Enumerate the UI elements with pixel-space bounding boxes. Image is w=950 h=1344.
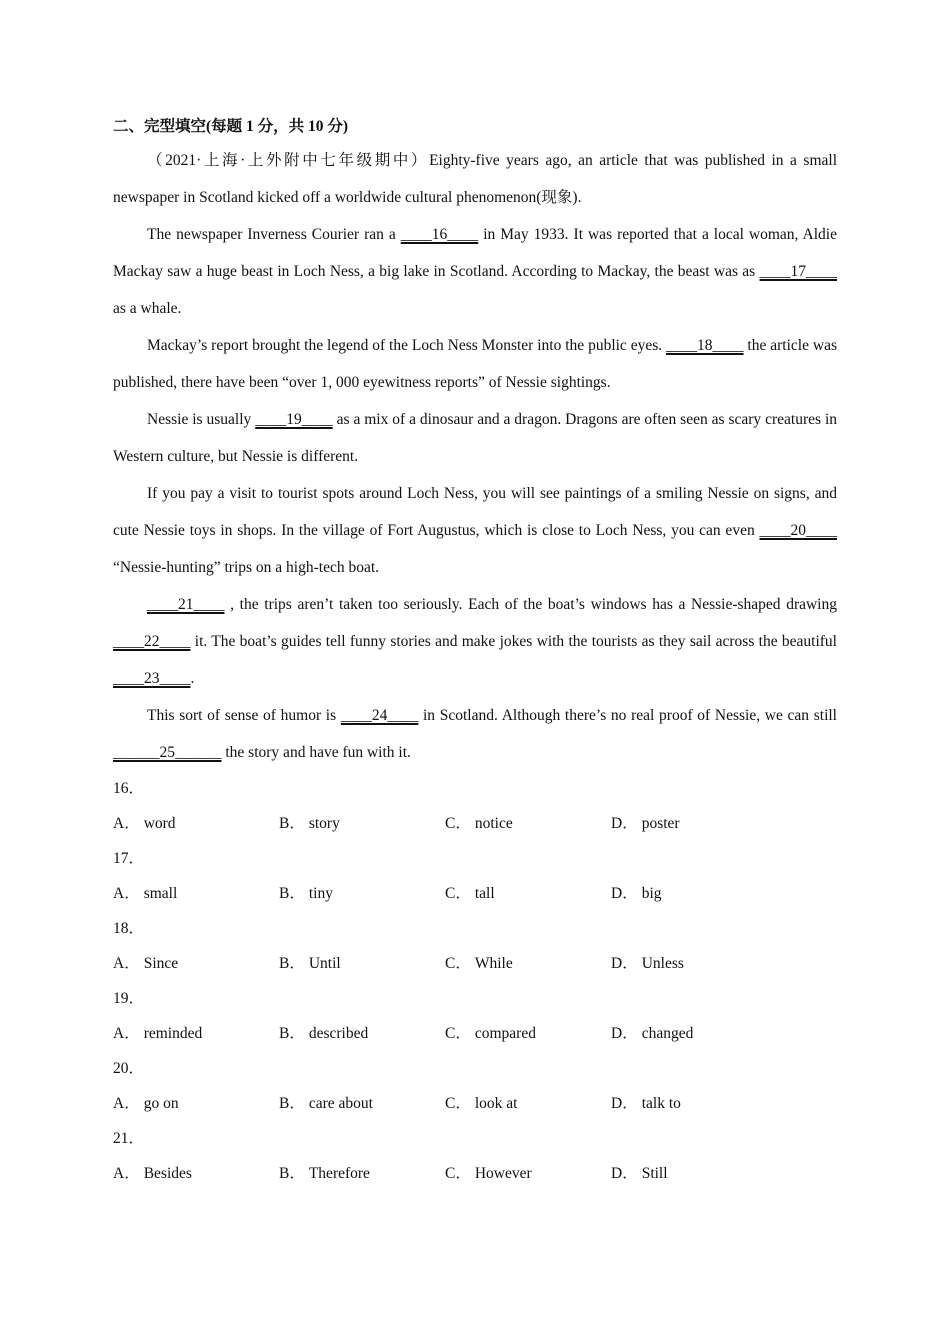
blank-17: ____17____ <box>759 263 837 280</box>
question-19 <box>113 981 837 1051</box>
blank-19: ____19____ <box>255 411 333 428</box>
paragraph-6 <box>113 586 837 697</box>
option-row <box>113 1156 837 1191</box>
option-b <box>279 1156 445 1191</box>
paragraph-1-text: Eighty-five years ago, an article that was published in a small newspaper in Scotland kicked off a worldwide cultural phenomenon(现象). <box>113 152 837 206</box>
option-text: reminded <box>143 1025 203 1042</box>
option-letter: D． <box>611 955 638 972</box>
option-a <box>113 946 279 981</box>
option-letter: B． <box>279 885 305 902</box>
option-c <box>445 1156 611 1191</box>
option-b <box>279 1016 445 1051</box>
option-letter: D． <box>611 1095 638 1112</box>
paragraph-5-text-before: If you pay a visit to tourist spots around Loch Ness, you will see paintings of a smiling Nessie on signs, and cute Nessie toys in shops. In the village of Fort Augustus, which is close to Loch Ness, you can even <box>113 485 837 539</box>
paragraph-6-text-middle-2: it. The boat’s guides tell funny stories and make jokes with the tourists as they sail across the beautiful <box>190 633 837 650</box>
blank-23: ____23____ <box>113 670 191 687</box>
option-d <box>611 1016 777 1051</box>
source-citation: （2021·上海·上外附中七年级期中） <box>147 152 430 169</box>
option-d <box>611 946 777 981</box>
option-letter: D． <box>611 885 638 902</box>
option-c <box>445 1086 611 1121</box>
option-a <box>113 1156 279 1191</box>
option-row <box>113 946 837 981</box>
option-letter: C． <box>445 1095 471 1112</box>
option-letter: C． <box>445 1025 471 1042</box>
paragraph-7-text-middle: in Scotland. Although there’s no real proof of Nessie, we can still <box>418 707 837 724</box>
question-number: 21． <box>113 1130 145 1147</box>
option-text: changed <box>641 1025 694 1042</box>
option-letter: B． <box>279 955 305 972</box>
option-text: tall <box>474 885 495 902</box>
option-letter: C． <box>445 885 471 902</box>
paragraph-2 <box>113 216 837 327</box>
section-heading: 二、完型填空(每题 1 分，共 10 分) <box>113 118 349 135</box>
option-row <box>113 1016 837 1051</box>
blank-20: ____20____ <box>759 522 837 539</box>
paragraph-4-text-after: as a mix of a dinosaur and a dragon. Dragons are often seen as scary creatures in Western culture, but Nessie is different. <box>113 411 838 465</box>
option-d <box>611 806 777 841</box>
paragraph-4-text-before: Nessie is usually <box>147 411 256 428</box>
option-row <box>113 876 837 911</box>
question-number: 19． <box>113 990 145 1007</box>
option-row <box>113 1086 837 1121</box>
paragraph-7-text-before: This sort of sense of humor is <box>147 707 341 724</box>
paragraph-6-text-middle: , the trips aren’t taken too seriously. Each of the boat’s windows has a Nessie-shaped drawing <box>224 596 837 613</box>
option-text: compared <box>474 1025 536 1042</box>
option-letter: C． <box>445 815 471 832</box>
option-letter: A． <box>113 1025 140 1042</box>
option-c <box>445 806 611 841</box>
option-letter: B． <box>279 815 305 832</box>
option-text: tiny <box>308 885 333 902</box>
option-d <box>611 1086 777 1121</box>
question-20 <box>113 1051 837 1121</box>
paragraph-5 <box>113 475 837 586</box>
option-a <box>113 1086 279 1121</box>
blank-25: ______25______ <box>113 744 222 761</box>
question-number: 18． <box>113 920 145 937</box>
paragraph-3 <box>113 327 837 401</box>
question-number: 17． <box>113 850 145 867</box>
blank-24: ____24____ <box>340 707 419 724</box>
option-text: Therefore <box>308 1165 370 1182</box>
option-text: poster <box>641 815 680 832</box>
option-c <box>445 876 611 911</box>
option-b <box>279 946 445 981</box>
option-text: talk to <box>641 1095 681 1112</box>
paragraph-5-text-after: “Nessie-hunting” trips on a high-tech boat. <box>113 559 380 576</box>
option-text: Besides <box>143 1165 192 1182</box>
question-list <box>113 771 837 1191</box>
option-text: care about <box>308 1095 373 1112</box>
paragraph-3-text-before: Mackay’s report brought the legend of the Loch Ness Monster into the public eyes. <box>147 337 667 354</box>
document-content <box>113 112 837 1191</box>
question-number: 20． <box>113 1060 145 1077</box>
blank-22: ____22____ <box>113 633 191 650</box>
option-letter: B． <box>279 1095 305 1112</box>
option-letter: C． <box>445 1165 471 1182</box>
option-text: Since <box>143 955 179 972</box>
blank-16: ____16____ <box>400 226 479 243</box>
option-text: Unless <box>641 955 684 972</box>
question-21 <box>113 1121 837 1191</box>
question-17 <box>113 841 837 911</box>
option-a <box>113 1016 279 1051</box>
option-text: small <box>143 885 178 902</box>
option-letter: D． <box>611 815 638 832</box>
option-row <box>113 806 837 841</box>
paragraph-7 <box>113 697 837 771</box>
option-letter: D． <box>611 1025 638 1042</box>
option-b <box>279 806 445 841</box>
option-letter: A． <box>113 1095 140 1112</box>
option-letter: B． <box>279 1025 305 1042</box>
option-text: go on <box>143 1095 179 1112</box>
option-c <box>445 1016 611 1051</box>
option-letter: A． <box>113 955 140 972</box>
option-letter: A． <box>113 815 140 832</box>
blank-18: ____18____ <box>666 337 744 354</box>
paragraph-7-text-after: the story and have fun with it. <box>221 744 411 761</box>
question-18 <box>113 911 837 981</box>
option-a <box>113 876 279 911</box>
option-a <box>113 806 279 841</box>
option-text: Still <box>641 1165 668 1182</box>
option-c <box>445 946 611 981</box>
option-text: While <box>474 955 513 972</box>
paragraph-2-text-before: The newspaper Inverness Courier ran a <box>147 226 401 243</box>
option-letter: B． <box>279 1165 305 1182</box>
paragraph-2-text-after: as a whale. <box>113 300 182 317</box>
question-number: 16． <box>113 780 145 797</box>
option-letter: D． <box>611 1165 638 1182</box>
option-text: However <box>474 1165 532 1182</box>
blank-21: ____21____ <box>147 596 225 613</box>
option-b <box>279 876 445 911</box>
option-text: notice <box>474 815 513 832</box>
option-text: story <box>308 815 340 832</box>
paragraph-1 <box>113 142 837 216</box>
paragraph-2-text-middle: in May 1933. It was reported that a local woman, Aldie Mackay saw a huge beast in Loch Ness, a big lake in Scotland. According to Mackay, the beast was as <box>113 226 837 280</box>
option-text: look at <box>474 1095 518 1112</box>
option-letter: A． <box>113 1165 140 1182</box>
option-d <box>611 876 777 911</box>
option-d <box>611 1156 777 1191</box>
paragraph-3-text-after: the article was published, there have been “over 1, 000 eyewitness reports” of Nessie sightings. <box>113 337 837 391</box>
option-letter: C． <box>445 955 471 972</box>
option-letter: A． <box>113 885 140 902</box>
option-b <box>279 1086 445 1121</box>
option-text: big <box>641 885 662 902</box>
option-text: Until <box>308 955 341 972</box>
option-text: described <box>308 1025 369 1042</box>
paragraph-6-text-after: . <box>190 670 195 687</box>
question-16 <box>113 771 837 841</box>
paragraph-4 <box>113 401 837 475</box>
option-text: word <box>143 815 176 832</box>
